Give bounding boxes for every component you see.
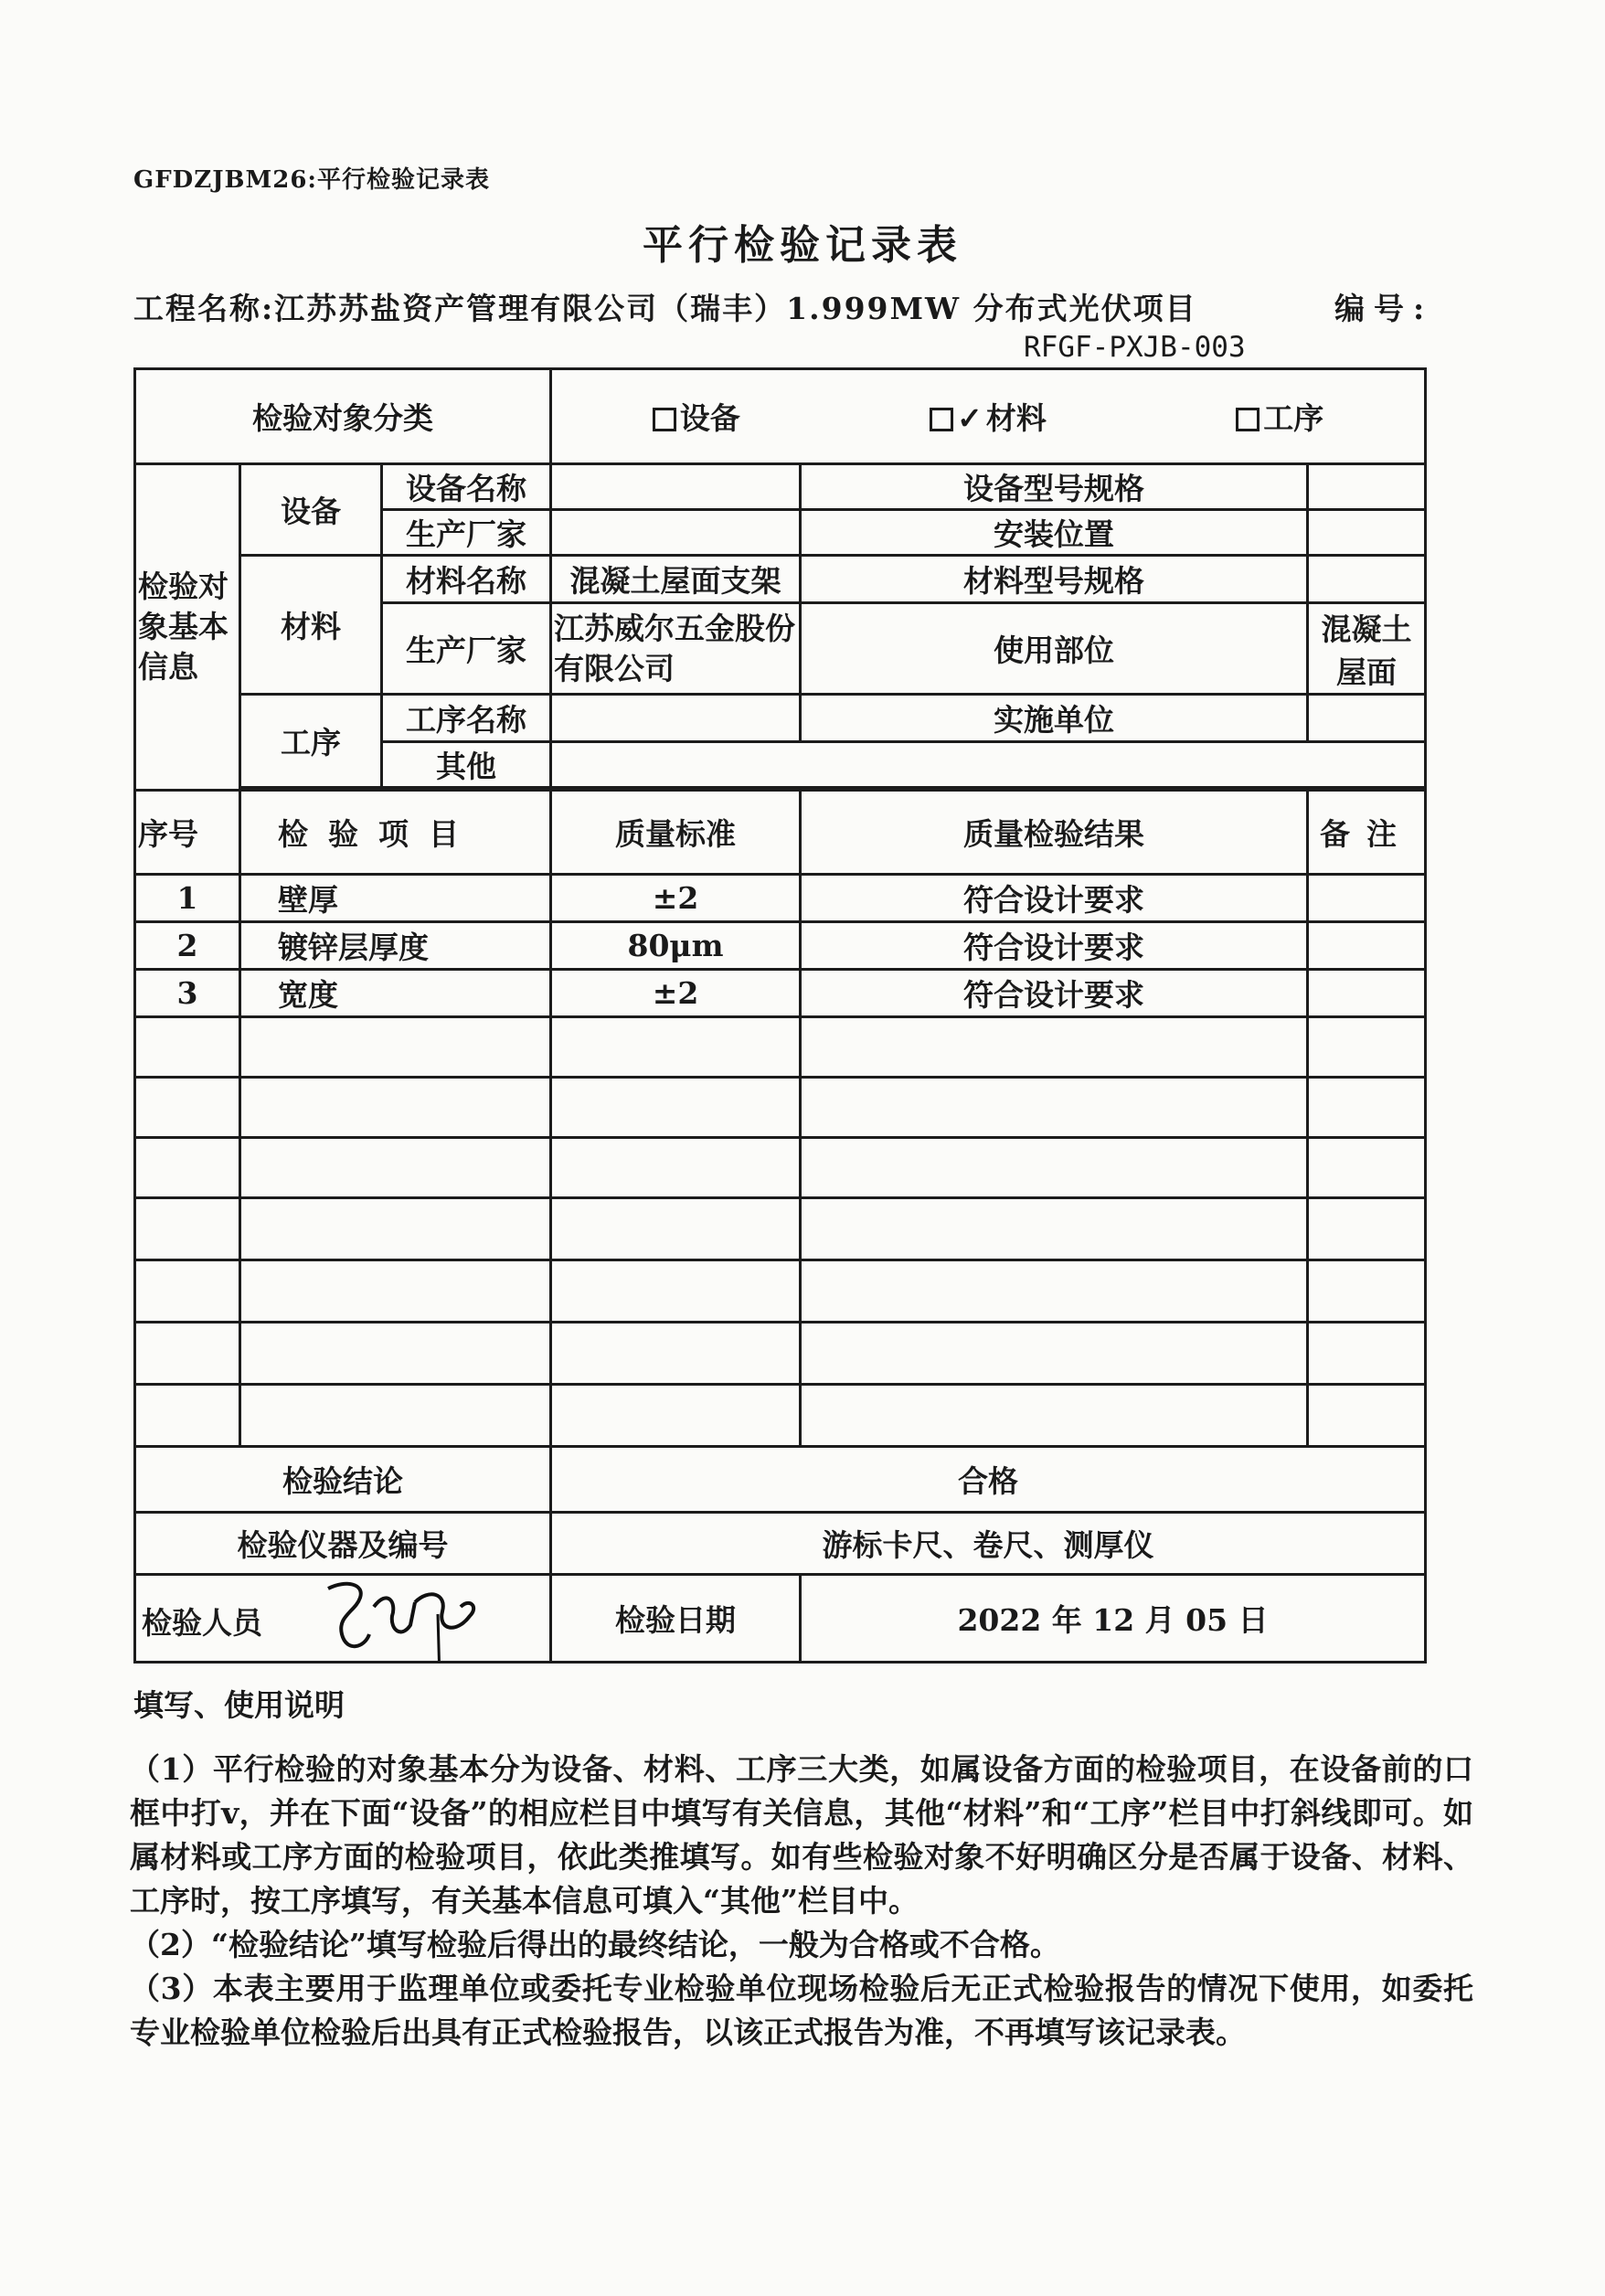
equipment-location-label: 安装位置 [801, 510, 1308, 556]
row-item[interactable] [240, 1323, 551, 1385]
process-other-label: 其他 [382, 742, 551, 788]
header-no: 序号 [135, 791, 240, 875]
row-standard[interactable]: ±2 [551, 970, 801, 1017]
document-code: GFDZJBM26:平行检验记录表 [133, 166, 491, 194]
row-no[interactable] [135, 1198, 240, 1260]
row-result[interactable] [801, 1017, 1308, 1078]
row-item[interactable]: 壁厚 [240, 875, 551, 922]
row-remark[interactable] [1308, 1198, 1426, 1260]
row-standard[interactable] [551, 1260, 801, 1323]
header-item: 检验项目 [240, 791, 551, 875]
equipment-name-label: 设备名称 [382, 464, 551, 510]
instruments-label: 检验仪器及编号 [135, 1513, 551, 1575]
project-name: 工程名称:江苏苏盐资产管理有限公司（瑞丰）1.999MW 分布式光伏项目 [133, 291, 1197, 326]
material-maker-label: 生产厂家 [382, 603, 551, 695]
conclusion-label: 检验结论 [135, 1447, 551, 1513]
row-remark[interactable] [1308, 1017, 1426, 1078]
row-standard[interactable]: ±2 [551, 875, 801, 922]
category-options [551, 369, 1426, 464]
row-no[interactable] [135, 1078, 240, 1138]
category-process-label: 工序 [1263, 400, 1324, 436]
checkbox-icon[interactable] [930, 408, 953, 431]
equipment-maker-value[interactable] [551, 510, 801, 556]
row-result[interactable]: 符合设计要求 [801, 875, 1308, 922]
row-result[interactable]: 符合设计要求 [801, 922, 1308, 970]
row-remark[interactable] [1308, 875, 1426, 922]
process-label: 工序 [240, 695, 382, 788]
note-2: （2）“检验结论”填写检验后得出的最终结论，一般为合格或不合格。 [130, 1927, 1060, 1962]
checkbox-icon[interactable] [653, 408, 676, 431]
row-remark[interactable] [1308, 1138, 1426, 1198]
date-value[interactable]: 2022 年 12 月 05 日 [801, 1575, 1426, 1663]
category-label: 检验对象分类 [135, 369, 551, 464]
category-process[interactable] [1236, 395, 1323, 438]
material-model-value[interactable] [1308, 556, 1426, 603]
material-use-value[interactable]: 混凝土屋面 [1308, 603, 1426, 695]
process-unit-value[interactable] [1308, 695, 1426, 742]
row-no[interactable] [135, 1260, 240, 1323]
items-header-row [135, 791, 1426, 875]
material-use-label: 使用部位 [801, 603, 1308, 695]
equipment-location-value[interactable] [1308, 510, 1426, 556]
table-row [135, 875, 1426, 922]
table-row [135, 1138, 1426, 1198]
row-result[interactable] [801, 1323, 1308, 1385]
row-item[interactable] [240, 1138, 551, 1198]
row-standard[interactable] [551, 1198, 801, 1260]
row-standard[interactable] [551, 1017, 801, 1078]
row-item[interactable] [240, 1017, 551, 1078]
equipment-maker-label: 生产厂家 [382, 510, 551, 556]
equipment-name-value[interactable] [551, 464, 801, 510]
table-row [135, 970, 1426, 1017]
number-value: RFGF-PXJB-003 [1024, 331, 1246, 364]
document-title: 平行检验记录表 [643, 222, 962, 269]
notes-body [130, 1748, 1473, 2055]
row-item[interactable]: 宽度 [240, 970, 551, 1017]
row-item[interactable] [240, 1385, 551, 1447]
material-name-value[interactable]: 混凝土屋面支架 [551, 556, 801, 603]
checkbox-icon[interactable] [1236, 408, 1260, 431]
row-remark[interactable] [1308, 1385, 1426, 1447]
basic-info-label: 检验对象基本信息 [135, 464, 240, 791]
row-item[interactable] [240, 1078, 551, 1138]
sign-row [135, 1575, 1426, 1663]
category-material[interactable] [930, 395, 1047, 438]
material-model-label: 材料型号规格 [801, 556, 1308, 603]
row-no[interactable]: 2 [135, 922, 240, 970]
table-row [135, 1260, 1426, 1323]
note-3: （3）本表主要用于监理单位或委托专业检验单位现场检验后无正式检验报告的情况下使用，如委托专业检验单位检验后出具有正式检验报告，以该正式报告为准，不再填写该记录表。 [130, 1971, 1473, 2050]
row-item[interactable] [240, 1260, 551, 1323]
check-mark-icon: ✓ [957, 400, 983, 436]
process-name-label: 工序名称 [382, 695, 551, 742]
process-name-value[interactable] [551, 695, 801, 742]
material-label: 材料 [240, 556, 382, 695]
row-remark[interactable] [1308, 1260, 1426, 1323]
row-standard[interactable] [551, 1078, 801, 1138]
table-row [135, 1385, 1426, 1447]
row-standard[interactable]: 80μm [551, 922, 801, 970]
table-row [135, 1323, 1426, 1385]
number-label: 编号: [1334, 291, 1434, 326]
row-no[interactable] [135, 1138, 240, 1198]
row-item[interactable]: 镀锌层厚度 [240, 922, 551, 970]
instruments-value[interactable]: 游标卡尺、卷尺、测厚仪 [551, 1513, 1426, 1575]
row-remark[interactable] [1308, 970, 1426, 1017]
process-other-value[interactable] [551, 742, 1426, 788]
table-row [135, 1078, 1426, 1138]
row-remark[interactable] [1308, 922, 1426, 970]
material-name-label: 材料名称 [382, 556, 551, 603]
row-remark[interactable] [1308, 1323, 1426, 1385]
header-result: 质量检验结果 [801, 791, 1308, 875]
row-no[interactable] [135, 1017, 240, 1078]
row-standard[interactable] [551, 1323, 801, 1385]
row-standard[interactable] [551, 1138, 801, 1198]
row-item[interactable] [240, 1198, 551, 1260]
category-row [135, 369, 1426, 464]
row-remark[interactable] [1308, 1078, 1426, 1138]
header-remark: 备注 [1308, 791, 1426, 875]
equipment-model-value[interactable] [1308, 464, 1426, 510]
row-result[interactable] [801, 1078, 1308, 1138]
table-row [135, 922, 1426, 970]
note-1: （1）平行检验的对象基本分为设备、材料、工序三大类，如属设备方面的检验项目，在设备前的口框中打v，并在下面“设备”的相应栏目中填写有关信息，其他“材料”和“工序”栏目中打斜线即可。如属材料或工序方面的检验项目，依此类推填写。如有些检验对象不好明确区分是否属于设备、材料、工序时，按工序填写，有关基本信息可填入“其他”栏目中。 [130, 1751, 1473, 1919]
table-row [135, 1198, 1426, 1260]
material-maker-value[interactable]: 江苏威尔五金股份有限公司 [551, 603, 801, 695]
category-equipment-label: 设备 [679, 400, 740, 436]
date-label: 检验日期 [551, 1575, 801, 1663]
inspector-cell[interactable] [135, 1575, 551, 1663]
category-material-label: 材料 [985, 400, 1047, 436]
row-result[interactable] [801, 1138, 1308, 1198]
row-no[interactable]: 1 [135, 875, 240, 922]
instruments-row [135, 1513, 1426, 1575]
category-equipment[interactable] [653, 395, 740, 438]
conclusion-value[interactable]: 合格 [551, 1447, 1426, 1513]
inspection-form-table [133, 367, 1427, 1664]
header-standard: 质量标准 [551, 791, 801, 875]
equipment-model-label: 设备型号规格 [801, 464, 1308, 510]
row-result[interactable]: 符合设计要求 [801, 970, 1308, 1017]
row-no[interactable]: 3 [135, 970, 240, 1017]
notes-title: 填写、使用说明 [133, 1687, 345, 1723]
table-row [135, 1017, 1426, 1078]
row-no[interactable] [135, 1385, 240, 1447]
row-result[interactable] [801, 1260, 1308, 1323]
signature-image [310, 1575, 493, 1663]
row-no[interactable] [135, 1323, 240, 1385]
row-standard[interactable] [551, 1385, 801, 1447]
row-result[interactable] [801, 1385, 1308, 1447]
equipment-label: 设备 [240, 464, 382, 556]
inspector-label: 检验人员 [142, 1605, 262, 1641]
process-unit-label: 实施单位 [801, 695, 1308, 742]
row-result[interactable] [801, 1198, 1308, 1260]
conclusion-row [135, 1447, 1426, 1513]
